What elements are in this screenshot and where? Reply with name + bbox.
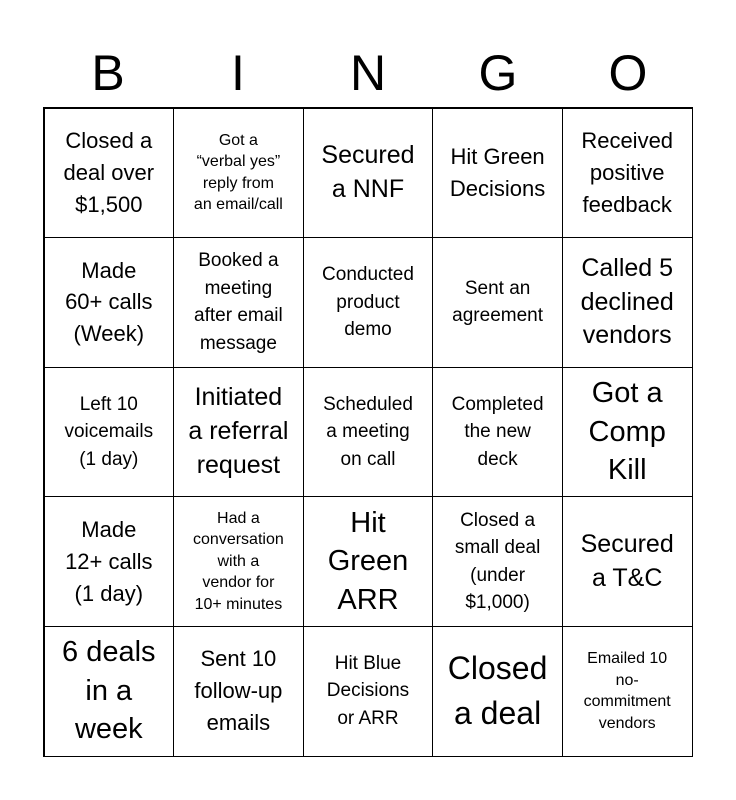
bingo-cell-r2c2[interactable] — [173, 237, 304, 368]
bingo-cell-r1c2[interactable] — [173, 108, 304, 239]
cell-text: Hit Green ARR — [327, 506, 409, 616]
cell-text: 6 deals in a week — [62, 636, 156, 746]
cell-text: Initiated a referral request — [188, 383, 289, 479]
bingo-cell-r3c3[interactable] — [303, 367, 434, 498]
header-letter-o: O — [608, 45, 648, 101]
header-letter-i: I — [231, 45, 245, 101]
header-letter-b: B — [91, 45, 125, 101]
bingo-header — [43, 38, 693, 108]
cell-text: Sent 10 follow-up emails — [194, 646, 283, 736]
bingo-cell-r5c3[interactable] — [303, 626, 434, 757]
header-letter-n: N — [349, 45, 387, 101]
bingo-cell-r2c1[interactable] — [44, 237, 175, 368]
bingo-cell-r4c4[interactable] — [432, 496, 563, 627]
cell-text: Closed a deal — [447, 650, 548, 732]
cell-text: Closed a deal over $1,500 — [63, 127, 155, 217]
bingo-cell-r4c2[interactable] — [173, 496, 304, 627]
header-letter-g: G — [478, 45, 518, 101]
bingo-cell-r5c4[interactable] — [432, 626, 563, 757]
cell-text: Hit Green Decisions — [449, 143, 546, 201]
cell-text: Called 5 declined vendors — [580, 253, 674, 350]
bingo-cell-r5c1[interactable] — [44, 626, 175, 757]
bingo-cell-r1c3[interactable] — [303, 108, 434, 239]
cell-text: Conducted product demo — [322, 264, 414, 341]
bingo-cell-r1c4[interactable] — [432, 108, 563, 239]
bingo-cell-r2c4[interactable] — [432, 237, 563, 368]
bingo-cell-r4c1[interactable] — [44, 496, 175, 627]
bingo-cell-r1c5[interactable] — [562, 108, 693, 239]
bingo-board — [43, 107, 693, 757]
cell-text: Made 60+ calls (Week) — [65, 257, 153, 347]
cell-text: Sent an agreement — [452, 277, 544, 327]
bingo-cell-r2c5[interactable] — [562, 237, 693, 368]
cell-text: Secured a NNF — [321, 141, 415, 203]
bingo-cell-r4c5[interactable] — [562, 496, 693, 627]
cell-text: Closed a small deal (under $1,000) — [454, 509, 541, 614]
bingo-cell-r4c3[interactable] — [303, 496, 434, 627]
cell-text: Completed the new deck — [451, 393, 544, 470]
cell-text: Received positive feedback — [581, 127, 674, 217]
cell-text: Got a Comp Kill — [588, 377, 666, 487]
cell-text: Scheduled a meeting on call — [323, 393, 413, 470]
cell-text: Had a conversation with a vendor for 10+ minutes — [193, 509, 284, 613]
bingo-cell-r3c1[interactable] — [44, 367, 175, 498]
bingo-cell-r2c3[interactable] — [303, 237, 434, 368]
cell-text: Hit Blue Decisions or ARR — [326, 652, 410, 729]
bingo-cell-r5c2[interactable] — [173, 626, 304, 757]
cell-text: Made 12+ calls (1 day) — [65, 516, 153, 606]
bingo-cell-r5c5[interactable] — [562, 626, 693, 757]
bingo-cell-r3c2[interactable] — [173, 367, 304, 498]
cell-text: Emailed 10 no- commitment vendors — [583, 650, 671, 732]
cell-text: Left 10 voicemails (1 day) — [64, 393, 154, 470]
cell-text: Secured a T&C — [580, 529, 674, 592]
bingo-cell-r3c5[interactable] — [562, 367, 693, 498]
bingo-cell-r1c1[interactable] — [44, 108, 175, 239]
cell-text: Booked a meeting after email message — [194, 250, 283, 354]
bingo-cell-r3c4[interactable] — [432, 367, 563, 498]
cell-text: Got a “verbal yes” reply from an email/call — [193, 131, 283, 214]
